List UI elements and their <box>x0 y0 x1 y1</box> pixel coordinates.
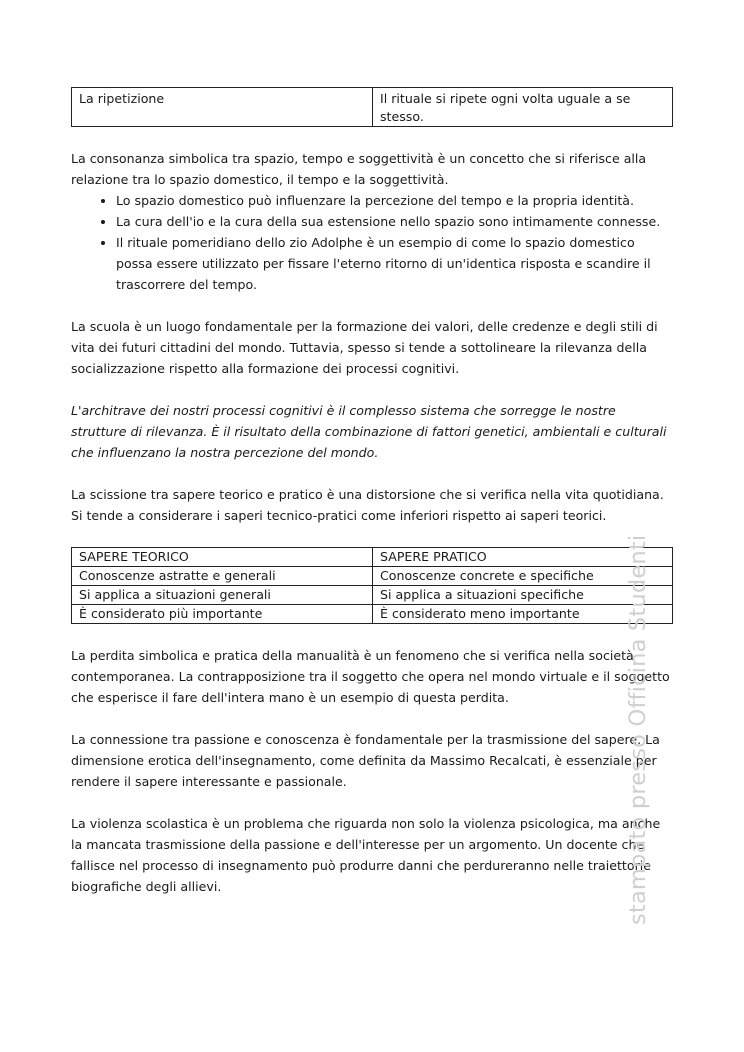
bullet-list <box>71 190 673 295</box>
paragraph: La scissione tra sapere teorico e pratico è una distorsione che si verifica nella vita quotidiana. Si tende a considerare i saperi tecnico-pratici come inferiori rispetto ai saperi teorici. <box>71 487 664 523</box>
sapere-table <box>71 547 673 624</box>
paragraph: La violenza scolastica è un problema che riguarda non solo la violenza psicologica, ma anche la mancata trasmissione della passione e dell'interesse per un argomento. Un docente che fallisce nel processo di insegnamento può produrre danni che perdureranno nelle traiettorie biografiche degli allievi. <box>71 816 661 894</box>
table-header-cell: SAPERE TEORICO <box>72 548 373 567</box>
italic-paragraph: L'architrave dei nostri processi cognitivi è il complesso sistema che sorregge le nostre strutture di rilevanza. È il risultato della combinazione di fattori genetici, ambientali e culturali che influenzano la nostra percezione del mondo. <box>71 403 667 460</box>
table-row <box>72 586 673 605</box>
ripetizione-table <box>71 87 673 127</box>
list-item: • Lo spazio domestico può influenzare la percezione del tempo e la propria identità. <box>116 190 673 211</box>
watermark: stampato presso Officina Studenti <box>625 534 651 925</box>
table-cell: È considerato più importante <box>72 605 373 624</box>
table-row <box>72 567 673 586</box>
table-cell: Il rituale si ripete ogni volta uguale a se stesso. <box>373 88 673 127</box>
table-header-row <box>72 548 673 567</box>
list-item: • Il rituale pomeridiano dello zio Adolphe è un esempio di come lo spazio domestico possa essere utilizzato per fissare l'eterno ritorno di un'identica risposta e scandire il trascorrere del tempo. <box>116 232 673 295</box>
paragraph: La connessione tra passione e conoscenza è fondamentale per la trasmissione del sapere. La dimensione erotica dell'insegnamento, come definita da Massimo Recalcati, è essenziale per rendere il sapere interessante e passionale. <box>71 732 660 789</box>
list-item: • La cura dell'io e la cura della sua estensione nello spazio sono intimamente connesse. <box>116 211 673 232</box>
paragraph: La consonanza simbolica tra spazio, tempo e soggettività è un concetto che si riferisce alla relazione tra lo spazio domestico, il tempo e la soggettività. <box>71 151 647 187</box>
table-cell: Conoscenze astratte e generali <box>72 567 373 586</box>
table-cell: La ripetizione <box>72 88 373 127</box>
paragraph: La scuola è un luogo fondamentale per la formazione dei valori, delle credenze e degli stili di vita dei futuri cittadini del mondo. Tuttavia, spesso si tende a sottolineare la rilevanza della socializzazione rispetto alla formazione dei processi cognitivi. <box>71 319 658 376</box>
table-cell: Si applica a situazioni generali <box>72 586 373 605</box>
table-row <box>72 88 673 127</box>
table-cell: È considerato meno importante <box>373 605 673 624</box>
paragraph: La perdita simbolica e pratica della manualità è un fenomeno che si verifica nella società contemporanea. La contrapposizione tra il soggetto che opera nel mondo virtuale e il soggetto che esperisce il fare dell'intera mano è un esempio di questa perdita. <box>71 648 670 705</box>
document-body <box>71 87 673 897</box>
table-cell: Conoscenze concrete e specifiche <box>373 567 673 586</box>
table-header-cell: SAPERE PRATICO <box>373 548 673 567</box>
table-cell: Si applica a situazioni specifiche <box>373 586 673 605</box>
table-row <box>72 605 673 624</box>
